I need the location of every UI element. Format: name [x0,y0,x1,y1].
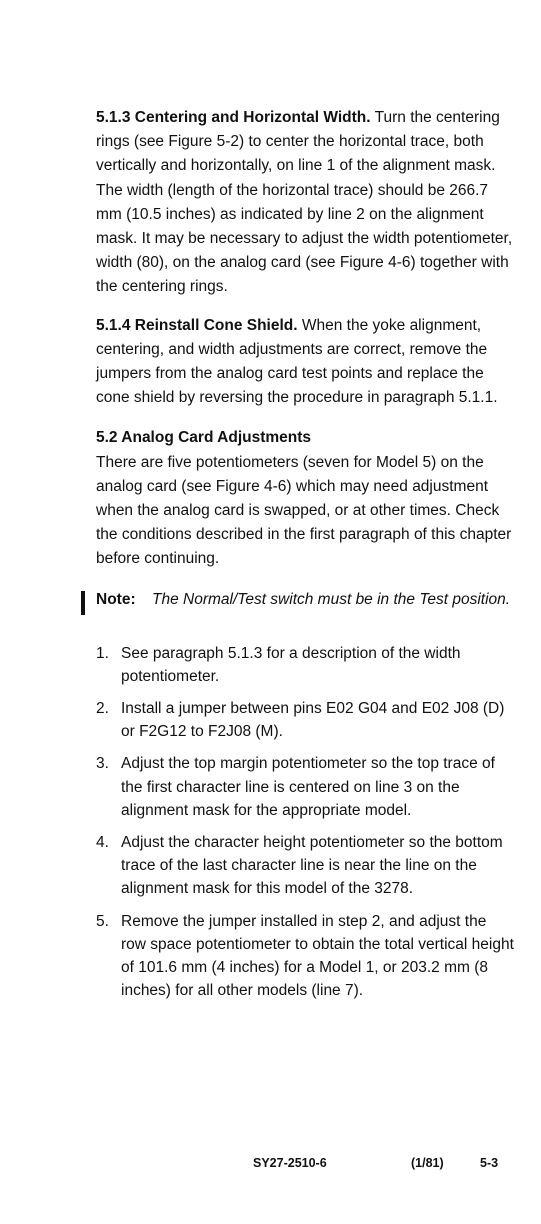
step-text: Remove the jumper installed in step 2, and adjust the row space potentiometer to obtain the total vertical height of 101.6 mm (4 inches) for a Model 1, or 203.2 mm (8 inches) for all other models (line 7). [121,912,514,1000]
section-5-1-3 [96,106,514,300]
list-item [96,697,514,743]
document-code: SY27-2510-6 [253,1156,327,1170]
note-block [96,588,514,612]
list-item [96,642,514,688]
procedure-steps [96,642,514,1003]
section-heading: 5.1.3 Centering and Horizontal Width. [96,109,371,126]
step-number: 4. [96,834,109,852]
step-number: 3. [96,755,109,773]
step-number: 5. [96,912,109,930]
revision-bar [81,591,85,615]
step-number: 2. [96,700,109,718]
step-number: 1. [96,644,109,662]
list-item [96,752,514,822]
page-number: 5-3 [480,1156,499,1170]
revision-date: (1/81) [411,1156,444,1170]
step-text: Adjust the top margin potentiometer so the top trace of the first character line is centered on line 3 on the alignment mask for the appropriate model. [121,755,495,819]
section-body: Turn the centering rings (see Figure 5-2) to center the horizontal trace, both vertically and horizontally, on line 1 of the alignment mask. The width (length of the horizontal trace) should be 266.7 mm (10.5 inches) as indicated by line 2 on the alignment mask. It may be necessary to adjust the width potentiometer, width (80), on the analog card (see Figure 4-6) together with the centering rings. [96,109,513,296]
list-item [96,910,514,1003]
section-5-1-4 [96,314,514,411]
section-heading: 5.1.4 Reinstall Cone Shield. [96,316,298,334]
note-text: The Normal/Test switch must be in the Test position. [152,590,511,608]
note-label: Note: [96,590,136,608]
document-page [96,106,514,1012]
section-body: There are five potentiometers (seven for Model 5) on the analog card (see Figure 4-6) which may need adjustment when the analog card is swapped, or at other times. Check the conditions described in the first paragraph of this chapter before continuing. [96,453,512,568]
step-text: See paragraph 5.1.3 for a description of the width potentiometer. [121,644,461,685]
section-5-2 [96,426,514,571]
section-heading: 5.2 Analog Card Adjustments [96,429,312,447]
section-body: When the yoke alignment, centering, and width adjustments are correct, remove the jumpers from the analog card test points and replace the cone shield by reversing the procedure in paragraph 5.1.1. [96,316,498,407]
list-item [96,831,514,901]
step-text: Install a jumper between pins E02 G04 and E02 J08 (D) or F2G12 to F2J08 (M). [121,700,505,741]
step-text: Adjust the character height potentiometer so the bottom trace of the last character line is near the line on the alignment mask for this model of the 3278. [121,834,503,898]
